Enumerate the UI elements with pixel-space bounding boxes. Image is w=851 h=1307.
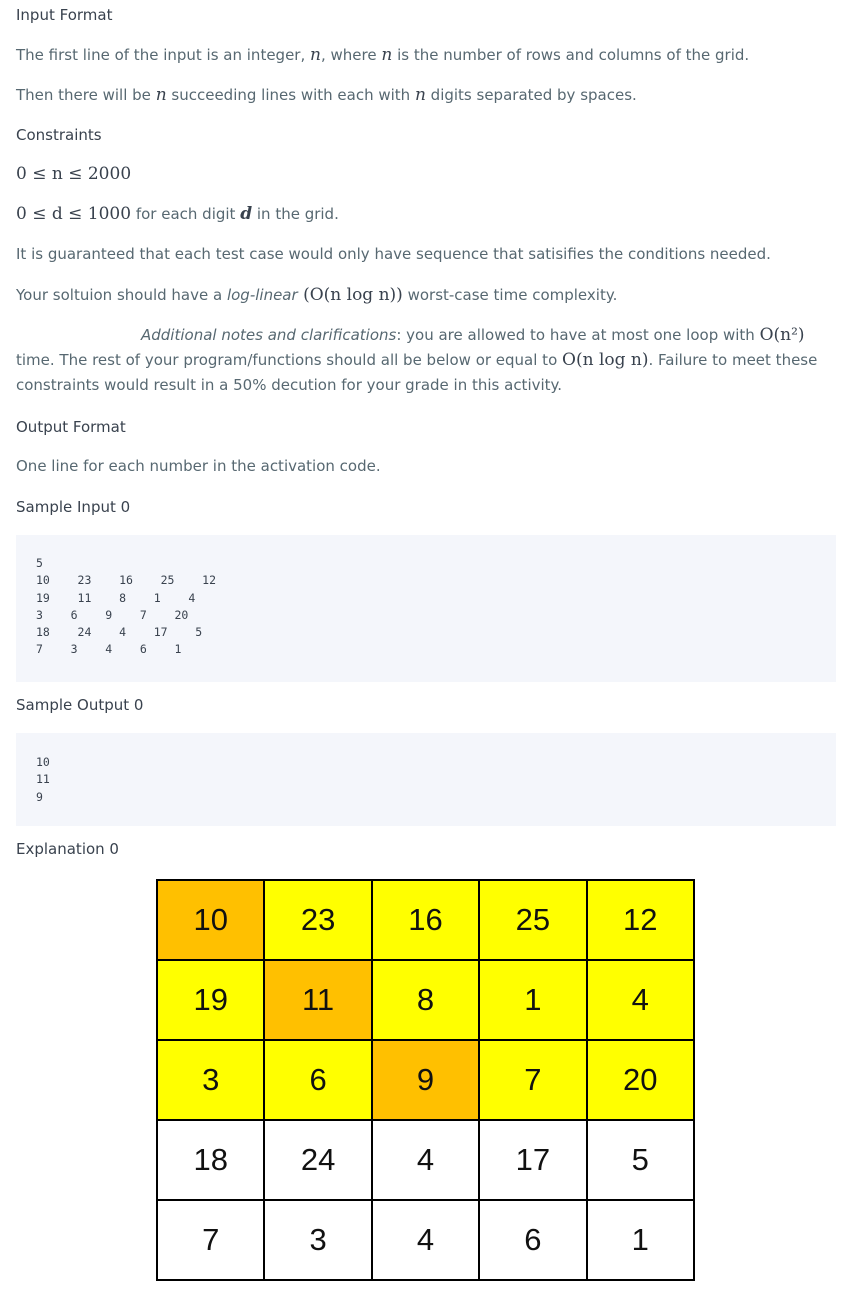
grid-cell: 23	[264, 880, 371, 960]
grid-row	[157, 880, 694, 960]
grid-cell: 3	[157, 1040, 264, 1120]
grid-cell: 6	[264, 1040, 371, 1120]
notes-line-3: constraints would result in a 50% decution for your grade in this activity.	[16, 376, 563, 394]
sample-output-box	[16, 733, 836, 826]
sample-output-heading: Sample Output 0	[16, 696, 144, 714]
grid-cell: 1	[479, 960, 586, 1040]
grid-cell: 9	[372, 1040, 479, 1120]
grid-cell: 5	[587, 1120, 694, 1200]
grid-cell: 1	[587, 1200, 694, 1280]
grid-cell: 3	[264, 1200, 371, 1280]
notes-line-1: Additional notes and clarifications: you are allowed to have at most one loop with O(n²)	[141, 325, 805, 345]
grid-cell: 18	[157, 1120, 264, 1200]
output-format-text: One line for each number in the activation code.	[16, 457, 381, 475]
grid-cell: 4	[372, 1200, 479, 1280]
input-format-line-2: Then there will be n succeeding lines with each with n digits separated by spaces.	[16, 85, 637, 105]
grid-cell: 16	[372, 880, 479, 960]
notes-line-2: time. The rest of your program/functions should all be below or equal to O(n log n). Failure to meet these	[16, 350, 818, 370]
grid-cell: 11	[264, 960, 371, 1040]
grid-row	[157, 1040, 694, 1120]
output-format-heading: Output Format	[16, 418, 126, 436]
grid-cell: 12	[587, 880, 694, 960]
constraints-heading: Constraints	[16, 126, 102, 144]
explanation-heading: Explanation 0	[16, 840, 119, 858]
grid-cell: 20	[587, 1040, 694, 1120]
constraint-n-range: 0 ≤ n ≤ 2000	[16, 164, 132, 184]
grid-row	[157, 960, 694, 1040]
grid-cell: 4	[587, 960, 694, 1040]
grid-row	[157, 1200, 694, 1280]
grid-cell: 7	[157, 1200, 264, 1280]
sample-output-code: 10 11 9	[36, 755, 50, 804]
guarantee-text: It is guaranteed that each test case would only have sequence that satisifies the conditions needed.	[16, 245, 771, 263]
grid-row	[157, 1120, 694, 1200]
explanation-grid	[156, 879, 695, 1281]
constraint-d-range: 0 ≤ d ≤ 1000 for each digit d in the grid.	[16, 204, 339, 224]
sample-input-code: 5 10 23 16 25 12 19 11 8 1 4 3 6 9 7 20 18 24 4 17 5 7 3 4 6 1	[36, 556, 217, 657]
sample-input-heading: Sample Input 0	[16, 498, 131, 516]
grid-cell: 7	[479, 1040, 586, 1120]
grid-cell: 10	[157, 880, 264, 960]
input-format-line-1: The first line of the input is an integer, n, where n is the number of rows and columns of the grid.	[16, 45, 750, 65]
grid-cell: 17	[479, 1120, 586, 1200]
grid-cell: 6	[479, 1200, 586, 1280]
complexity-text: Your soltuion should have a log-linear (O(n log n)) worst-case time complexity.	[16, 285, 618, 305]
grid-cell: 8	[372, 960, 479, 1040]
grid-cell: 19	[157, 960, 264, 1040]
grid-cell: 25	[479, 880, 586, 960]
grid-cell: 24	[264, 1120, 371, 1200]
input-format-heading: Input Format	[16, 6, 113, 24]
grid-cell: 4	[372, 1120, 479, 1200]
